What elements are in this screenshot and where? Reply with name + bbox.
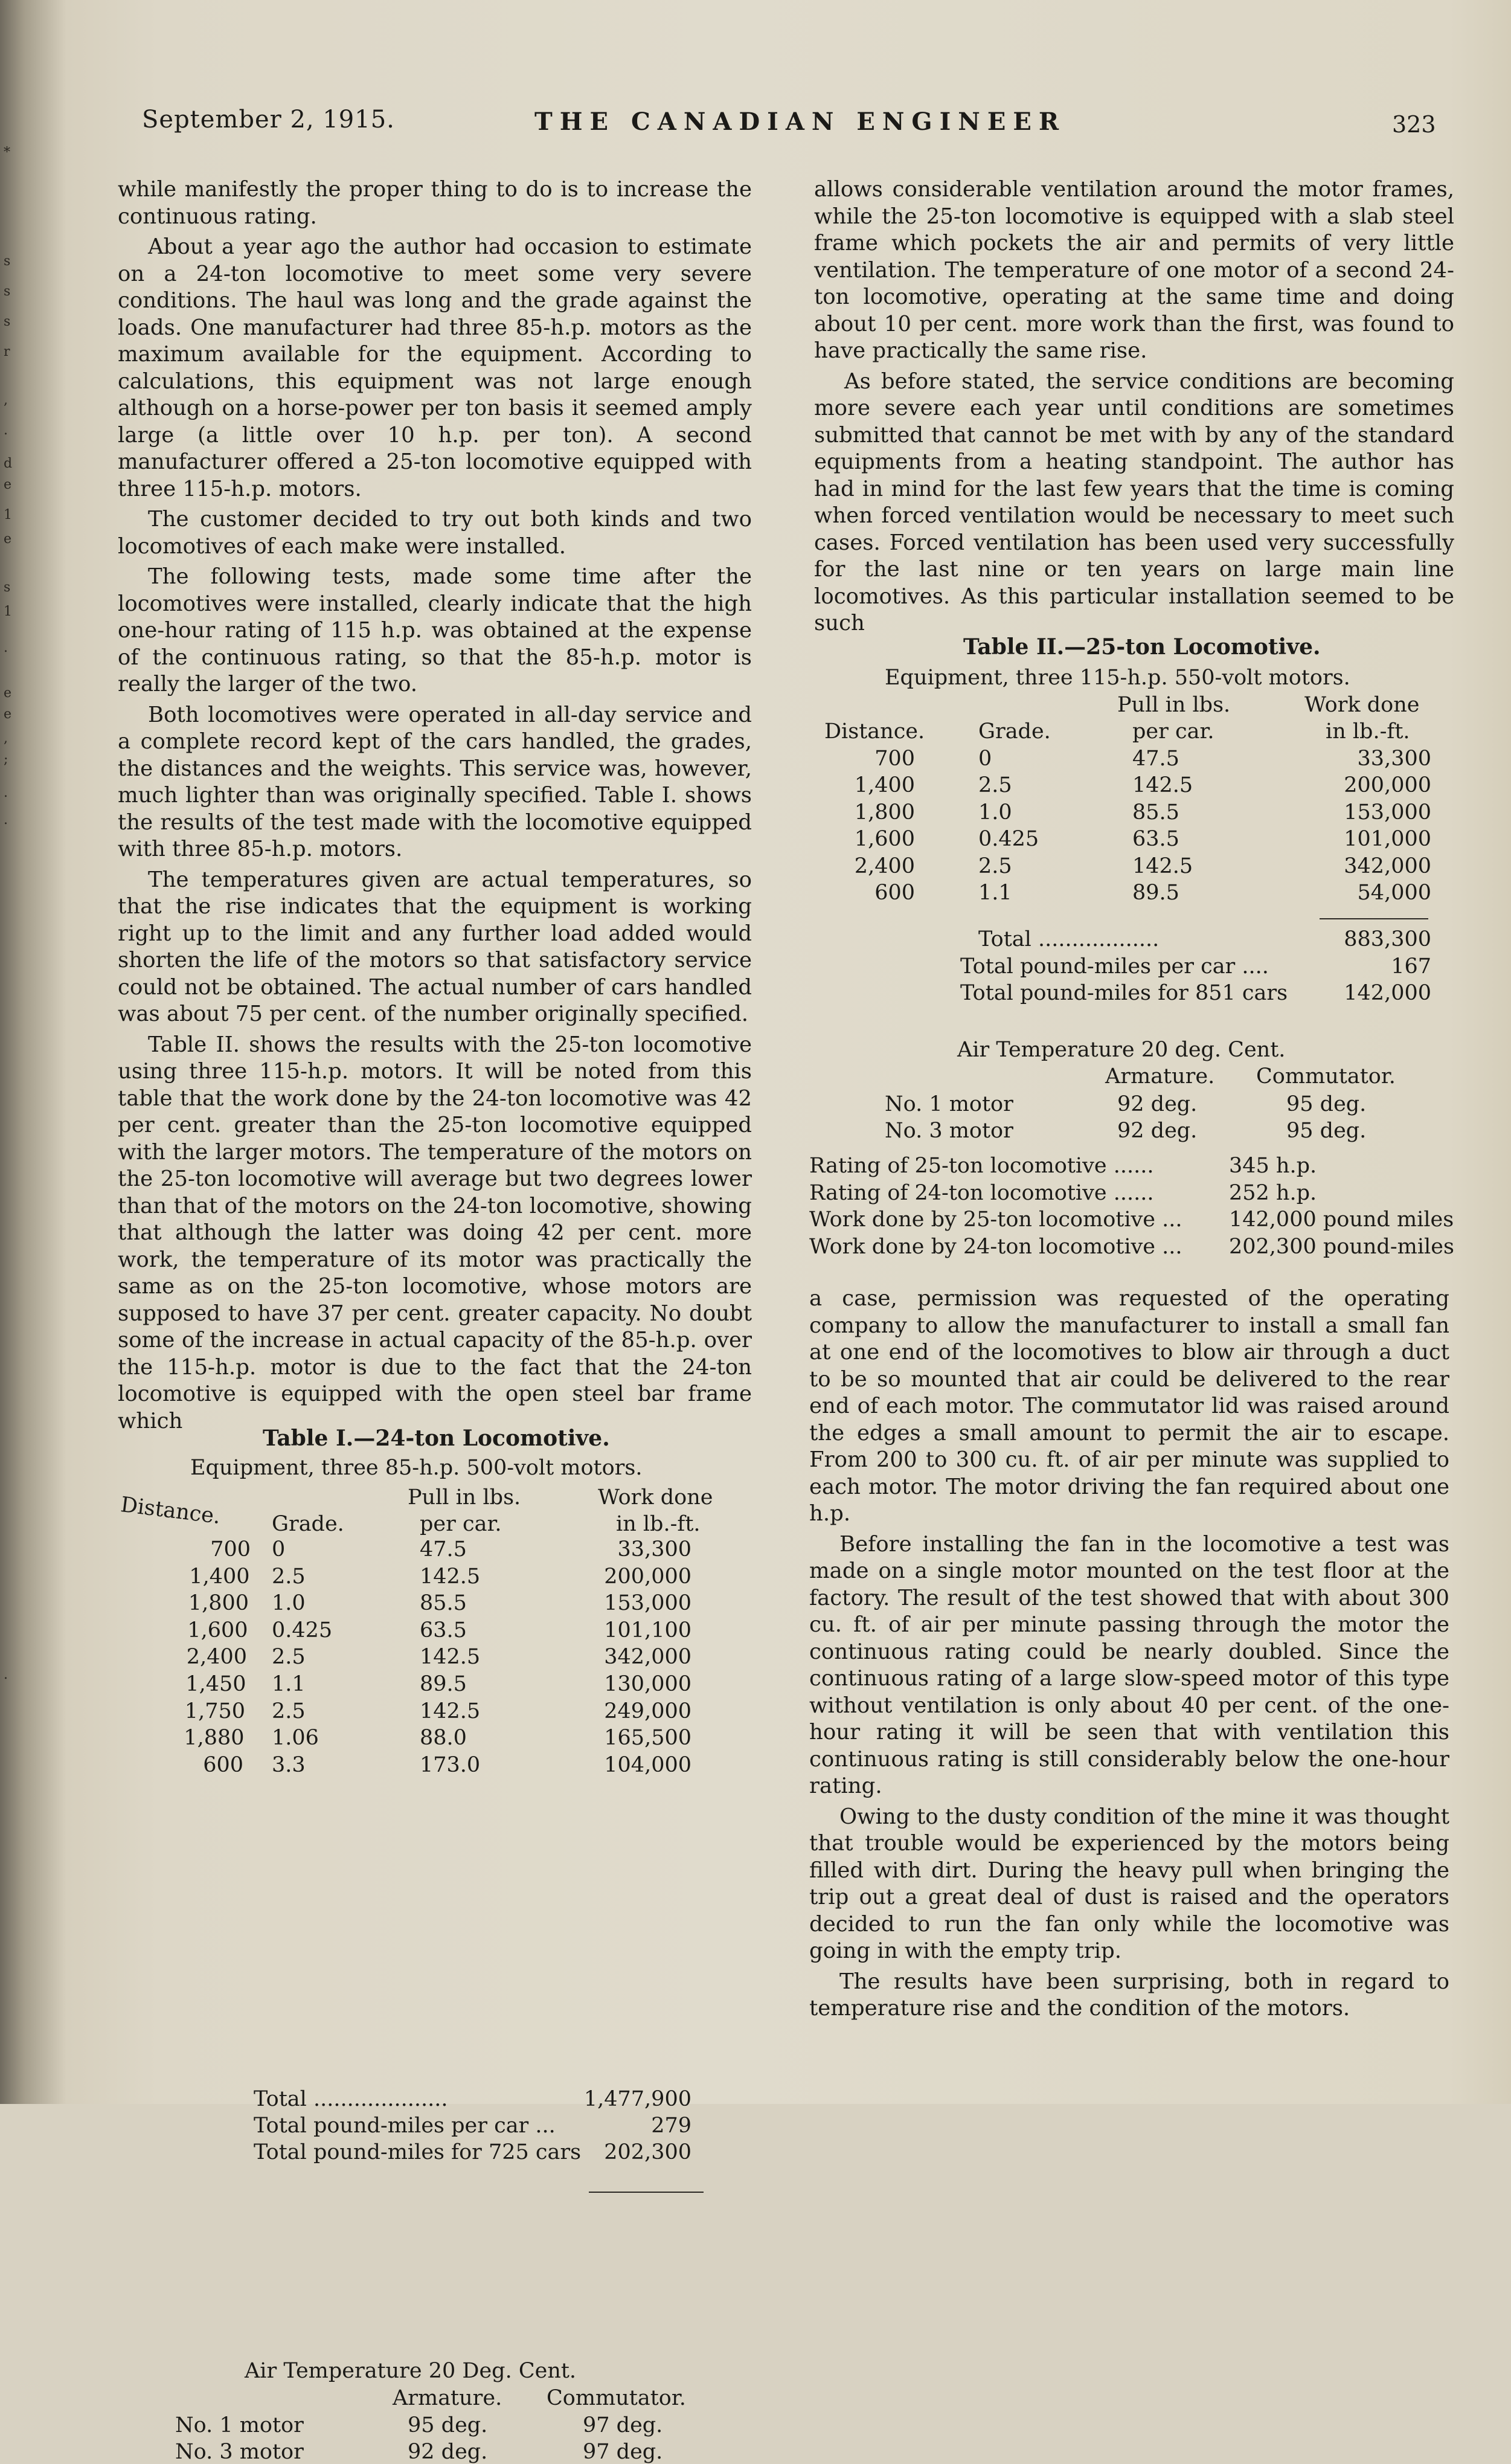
table-cell-grade: 1.06 [272, 1726, 319, 1751]
table-cell-distance: 2,400 [186, 1645, 247, 1670]
header-pull-1: Pull in lbs. [1117, 693, 1231, 717]
table-i [112, 1426, 716, 2464]
commutator-value: 95 deg. [1286, 1092, 1367, 1116]
table-cell-distance: 1,800 [854, 800, 915, 825]
table-cell-distance: 700 [210, 1537, 251, 1562]
table-cell-distance: 1,400 [189, 1564, 250, 1589]
table-title: Table II.—25-ton Locomotive. [963, 634, 1321, 660]
commutator-value: 95 deg. [1286, 1119, 1367, 1143]
header-work-1: Work done [598, 1485, 713, 1510]
table-cell-pull: 85.5 [1132, 800, 1179, 825]
gutter-fragment: . [4, 640, 8, 655]
table-cell-distance: 1,750 [184, 1699, 245, 1723]
totals-value: 142,000 [1344, 981, 1431, 1005]
gutter-fragment: s [4, 580, 11, 595]
totals-label: Total .................. [978, 927, 1160, 951]
table-cell-distance: 1,450 [185, 1672, 246, 1696]
header-work-1: Work done [1304, 693, 1420, 717]
table-equipment: Equipment, three 85-h.p. 500-volt motors. [190, 1456, 643, 1480]
air-temperature-title: Air Temperature 20 Deg. Cent. [245, 2359, 577, 2383]
totals-value: 202,300 [604, 2140, 691, 2164]
table-cell-work: 153,000 [1344, 800, 1431, 825]
table-cell-distance: 1,800 [188, 1591, 249, 1616]
gutter-fragment: . [4, 1667, 8, 1682]
gutter-fragment: , [4, 731, 8, 746]
commutator-label: Commutator. [547, 2386, 686, 2410]
table-equipment: Equipment, three 115-h.p. 550-volt motors. [885, 666, 1350, 690]
totals-label: Total pound-miles per car .... [960, 954, 1269, 979]
table-cell-work: 104,000 [604, 1752, 691, 1777]
paragraph: Table II. shows the results with the 25-ton locomotive using three 115-h.p. motors. It will be noted from this table that the work done by the 24-ton locomotive was 42 per cent. greater than the 25-ton locomotive equipped with the larger motors. The temperature of the motors on the 25-ton locomotive will average but two degrees lower than that of the motors on the 24-ton locomotive, showing that although the latter was doing 42 per cent. more work, the temperature of its motor was practically the same as on the 25-ton locomotive, whose motors are supposed to have 37 per cent. greater capacity. No doubt some of the increase in actual capacity of the 85-h.p. over the 115-h.p. motor is due to the fact that the 24-ton locomotive is equipped with the open steel bar frame which [118, 1032, 752, 1433]
table-cell-grade: 2.5 [272, 1699, 306, 1723]
right-column-top [814, 176, 1454, 641]
motor-label: No. 1 motor [885, 1092, 1013, 1116]
table-cell-grade: 0 [272, 1537, 286, 1562]
motor-label: No. 3 motor [885, 1119, 1013, 1143]
table-cell-work: 101,100 [604, 1618, 691, 1642]
paragraph: Both locomotives were operated in all-day service and a complete record kept of the cars handled, the grades, the distances and the weights. This service was, however, much lighter than was originally specified. Table I. shows the results of the test made with the locomotive equipped with three 85-h.p. motors. [118, 702, 752, 861]
header-distance: Distance. [824, 719, 925, 744]
totals-label: Total pound-miles for 851 cars [960, 981, 1288, 1005]
paragraph: The following tests, made some time after the locomotives were installed, clearly indicate that the high one-hour rating of 115 h.p. was obtained at the expense of the continuous rating, so that the 85-h.p. motor is really the larger of the two. [118, 564, 752, 696]
rating-value: 202,300 pound-miles [1229, 1234, 1454, 1259]
total-rule [589, 2192, 704, 2193]
table-cell-grade: 1.1 [978, 881, 1012, 905]
table-cell-grade: 2.5 [272, 1645, 306, 1670]
air-temperature-title: Air Temperature 20 deg. Cent. [957, 1038, 1286, 1062]
table-cell-work: 249,000 [604, 1699, 691, 1723]
table-cell-distance: 1,600 [854, 827, 915, 852]
paragraph: a case, permission was requested of the operating company to allow the manufacturer to install a small fan at one end of the locomotives to blow air through a duct to be so mounted that air could be delivered to the rear end of each motor. The commutator lid was raised around the edges a small amount to permit the air to escape. From 200 to 300 cu. ft. of air per minute was supplied to each motor. The motor driving the fan required about one h.p. [809, 1286, 1449, 1526]
table-cell-pull: 142.5 [420, 1699, 481, 1723]
totals-value: 1,477,900 [583, 2087, 691, 2111]
gutter-fragment: * [4, 145, 10, 160]
motor-label: No. 1 motor [175, 2413, 304, 2437]
totals-label: Total pound-miles per car ... [254, 2114, 556, 2138]
table-cell-pull: 142.5 [1132, 773, 1193, 798]
paragraph: allows considerable ventilation around the motor frames, while the 25-ton locomotive is equipped with a slab steel frame which pockets the air and permits of very little ventilation. The temperature of one motor of a second 24-ton locomotive, operating at the same time and doing about 10 per cent. more work than the first, was found to have practically the same rise. [814, 177, 1454, 363]
table-cell-pull: 89.5 [1132, 881, 1179, 905]
table-cell-grade: 2.5 [272, 1564, 306, 1589]
paragraph: Owing to the dusty condition of the mine it was thought that trouble would be experienced by the motors being filled with dirt. During the heavy pull when bringing the trip out a great deal of dust is raised and the operators decided to run the fan only while the locomotive was going in with the empty trip. [809, 1804, 1449, 1963]
commutator-value: 97 deg. [583, 2413, 663, 2437]
table-cell-distance: 1,600 [187, 1618, 248, 1642]
armature-value: 92 deg. [1117, 1119, 1198, 1143]
armature-label: Armature. [1105, 1064, 1215, 1089]
totals-label: Total .................... [254, 2087, 448, 2111]
paragraph: About a year ago the author had occasion to estimate on a 24-ton locomotive to meet some very severe conditions. The haul was long and the grade against the loads. One manufacturer had three 85-h.p. motors as the maximum available for the equipment. According to calculations, this equipment was not large enough although on a horse-power per ton basis it seemed amply large (a little over 10 h.p. per ton). A second manufacturer offered a 25-ton locomotive equipped with three 115-h.p. motors. [118, 234, 752, 501]
table-cell-work: 33,300 [1357, 747, 1431, 771]
facing-page-gutter [0, 0, 42, 2104]
table-cell-work: 33,300 [617, 1537, 691, 1562]
table-cell-pull: 47.5 [1132, 747, 1179, 771]
table-cell-grade: 1.0 [272, 1591, 306, 1616]
table-cell-pull: 47.5 [420, 1537, 467, 1562]
gutter-fragment: e [4, 707, 12, 722]
table-cell-grade: 1.0 [978, 800, 1012, 825]
table-cell-pull: 89.5 [420, 1672, 467, 1696]
table-cell-distance: 1,400 [854, 773, 915, 798]
table-title: Table I.—24-ton Locomotive. [263, 1426, 610, 1451]
table-cell-work: 153,000 [604, 1591, 691, 1616]
table-cell-pull: 85.5 [420, 1591, 467, 1616]
rating-label: Work done by 24-ton locomotive ... [809, 1234, 1182, 1259]
rating-value: 252 h.p. [1229, 1180, 1317, 1205]
table-cell-work: 200,000 [604, 1564, 691, 1589]
running-header [0, 103, 1511, 145]
table-cell-grade: 3.3 [272, 1752, 306, 1777]
gutter-fragment: s [4, 314, 11, 329]
right-column-bottom [809, 1285, 1449, 2026]
header-work-2: in lb.-ft. [616, 1512, 701, 1536]
header-distance: Distance. [119, 1493, 222, 1530]
table-cell-work: 342,000 [604, 1645, 691, 1670]
header-work-2: in lb.-ft. [1326, 719, 1410, 744]
table-cell-pull: 173.0 [420, 1752, 481, 1777]
rating-label: Work done by 25-ton locomotive ... [809, 1208, 1182, 1232]
gutter-fragment: s [4, 254, 11, 269]
page-number: 323 [1392, 111, 1436, 138]
gutter-fragment: . [4, 785, 8, 800]
table-cell-distance: 1,880 [184, 1726, 245, 1751]
table-cell-pull: 142.5 [420, 1564, 481, 1589]
totals-value: 279 [651, 2114, 691, 2138]
paragraph: The results have been surprising, both in regard to temperature rise and the condition of the motors. [809, 1969, 1449, 2021]
rating-value: 142,000 pound miles [1229, 1208, 1454, 1232]
table-cell-pull: 88.0 [420, 1726, 467, 1751]
table-cell-pull: 142.5 [420, 1645, 481, 1670]
totals-value: 167 [1391, 954, 1431, 979]
gutter-fragment: 1 [4, 604, 12, 619]
table-cell-work: 342,000 [1344, 854, 1431, 878]
table-cell-grade: 0.425 [978, 827, 1039, 852]
gutter-fragment: . [4, 812, 8, 828]
table-cell-grade: 2.5 [978, 854, 1012, 878]
gutter-fragment: d [4, 456, 13, 471]
rating-label: Rating of 25-ton locomotive ...... [809, 1154, 1154, 1178]
journal-title: THE CANADIAN ENGINEER [534, 108, 1067, 136]
table-ii [809, 634, 1458, 1275]
table-cell-grade: 1.1 [272, 1672, 306, 1696]
table-cell-distance: 700 [874, 747, 915, 771]
header-pull-2: per car. [1132, 719, 1214, 744]
commutator-label: Commutator. [1256, 1064, 1396, 1089]
table-cell-work: 200,000 [1344, 773, 1431, 798]
table-cell-work: 101,000 [1344, 827, 1431, 852]
table-cell-work: 54,000 [1357, 881, 1431, 905]
gutter-fragment: e [4, 532, 12, 547]
armature-value: 95 deg. [408, 2413, 488, 2437]
gutter-fragment: , [4, 393, 8, 408]
issue-date: September 2, 1915. [142, 106, 395, 133]
header-pull-2: per car. [420, 1512, 502, 1536]
table-cell-work: 130,000 [604, 1672, 691, 1696]
paragraph: The customer decided to try out both kinds and two locomotives of each make were installed. [118, 507, 752, 559]
table-cell-grade: 2.5 [978, 773, 1012, 798]
rating-label: Rating of 24-ton locomotive ...... [809, 1180, 1154, 1205]
header-grade: Grade. [272, 1512, 344, 1536]
gutter-fragment: e [4, 477, 12, 492]
gutter-fragment: 1 [4, 507, 12, 523]
paragraph: As before stated, the service conditions are becoming more severe each year until conditions are sometimes submitted that cannot be met with by any of the standard equipments from a heating standpoint. The author has had in mind for the last few years that the time is coming when forced ventilation would be necessary to meet such cases. Forced ventilation has been used very successfully for the last nine or ten years on large main line locomotives. As this particular installation seemed to be such [814, 368, 1454, 635]
gutter-fragment: s [4, 284, 11, 299]
table-cell-pull: 63.5 [1132, 827, 1179, 852]
table-cell-distance: 600 [203, 1752, 243, 1777]
table-cell-distance: 600 [874, 881, 915, 905]
header-grade: Grade. [978, 719, 1051, 744]
paragraph: while manifestly the proper thing to do is to increase the continuous rating. [118, 177, 752, 229]
gutter-fragment: ; [4, 752, 8, 767]
commutator-value: 97 deg. [583, 2440, 663, 2464]
table-cell-pull: 63.5 [420, 1618, 467, 1642]
total-rule [1320, 918, 1428, 919]
table-cell-grade: 0 [978, 747, 992, 771]
armature-value: 92 deg. [408, 2440, 488, 2464]
left-column [118, 176, 752, 1438]
table-cell-pull: 142.5 [1132, 854, 1193, 878]
totals-value: 883,300 [1344, 927, 1431, 951]
gutter-fragment: . [4, 423, 8, 438]
motor-label: No. 3 motor [175, 2440, 304, 2464]
paragraph: The temperatures given are actual temperatures, so that the rise indicates that the equipment is working right up to the limit and any further load added would shorten the life of the motors so that satisfactory service could not be obtained. The actual number of cars handled was about 75 per cent. of the number originally specified. [118, 867, 752, 1026]
armature-label: Armature. [393, 2386, 502, 2410]
paragraph: Before installing the fan in the locomotive a test was made on a single motor mounted on the test floor at the factory. The result of the test showed that with about 300 cu. ft. of air per minute passing through the motor the continuous rating could be nearly doubled. Since the continuous rating of a large slow-speed motor of this type without ventilation is only about 40 per cent. of the one-hour rating it will be seen that with ventilation this continuous rating is still considerably below the one-hour rating. [809, 1531, 1449, 1798]
totals-label: Total pound-miles for 725 cars [254, 2140, 582, 2164]
rating-value: 345 h.p. [1229, 1154, 1317, 1178]
table-cell-distance: 2,400 [854, 854, 915, 878]
header-pull-1: Pull in lbs. [408, 1485, 521, 1510]
gutter-fragment: e [4, 686, 12, 701]
gutter-fragment: r [4, 344, 10, 359]
armature-value: 92 deg. [1117, 1092, 1198, 1116]
table-cell-grade: 0.425 [272, 1618, 333, 1642]
table-cell-work: 165,500 [604, 1726, 691, 1751]
